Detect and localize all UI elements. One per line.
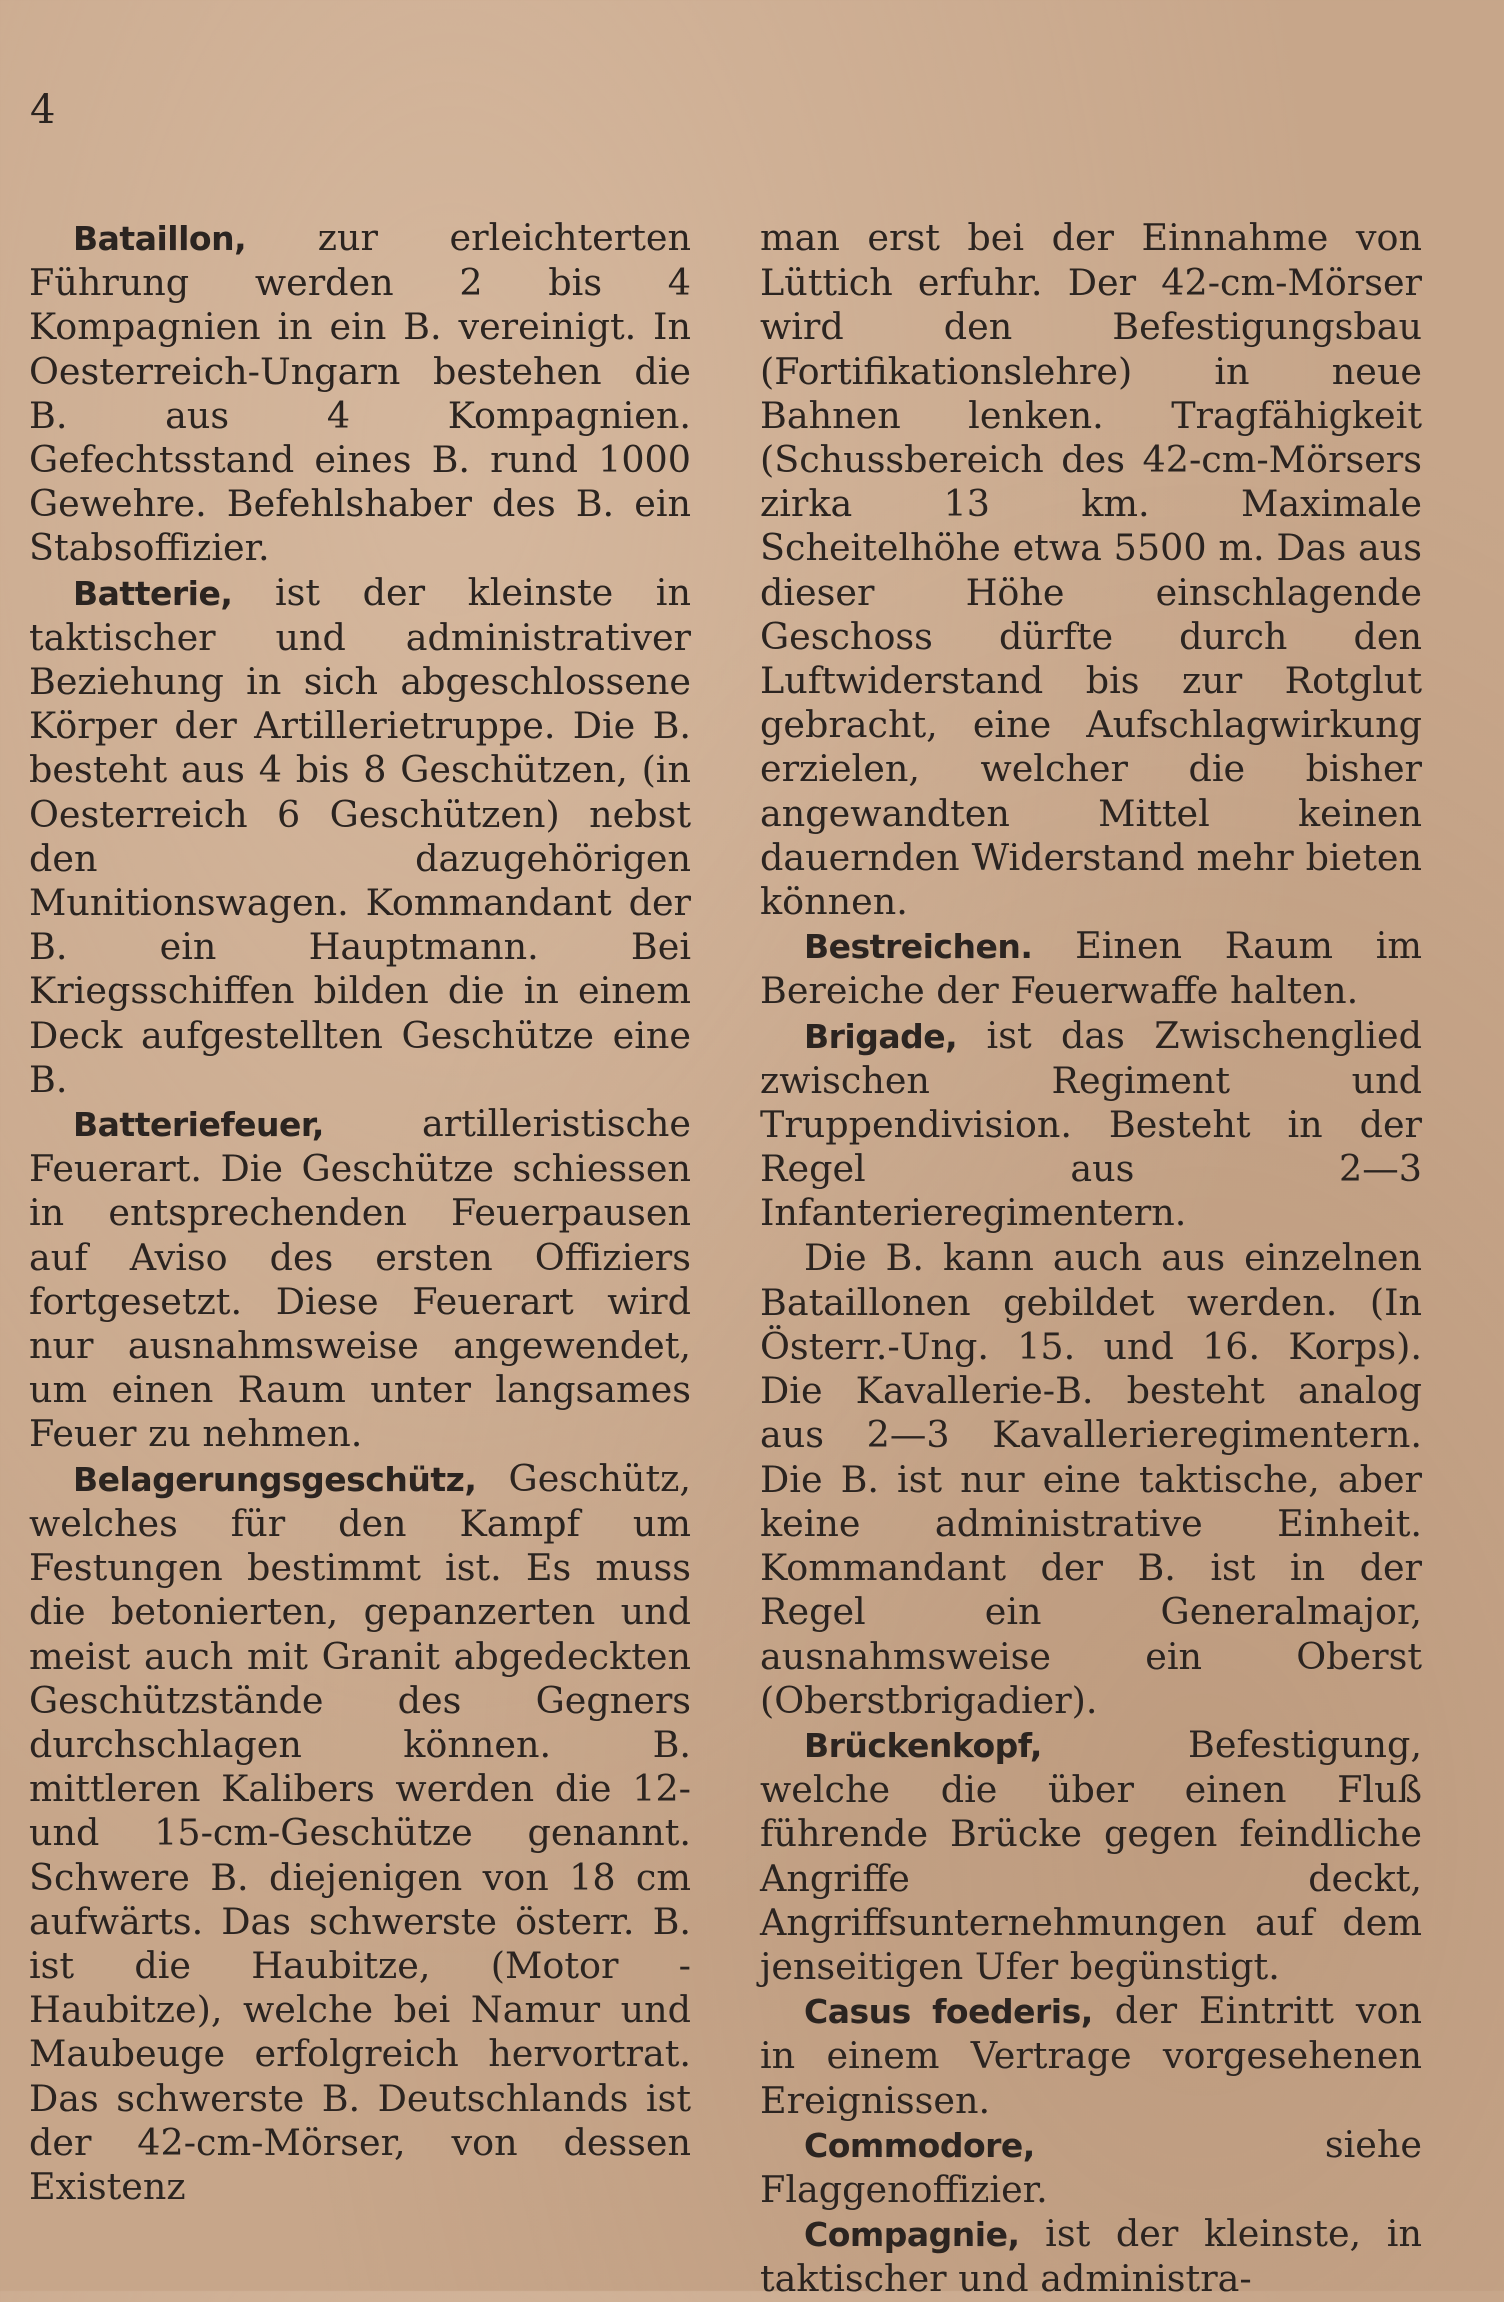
entry-headword: Batterie, xyxy=(73,573,233,613)
entry-text: ist das Zwischenglied zwischen Regiment und Truppendivision. Besteht in der Regel aus 2—3 Infanterieregimentern. xyxy=(760,1013,1422,1235)
entry-bataillon xyxy=(29,216,691,571)
entry-brigade xyxy=(760,1014,1422,1236)
entry-bestreichen xyxy=(760,924,1422,1013)
entry-headword: Bestreichen. xyxy=(804,927,1033,967)
entry-headword: Brückenkopf, xyxy=(804,1725,1042,1765)
entry-headword: Bataillon, xyxy=(73,219,247,258)
entry-commodore xyxy=(760,2123,1422,2212)
page-number: 4 xyxy=(30,87,56,133)
entry-headword: Belagerungsgeschütz, xyxy=(73,1459,477,1499)
entry-belagerungsgeschuetz xyxy=(29,1457,691,2209)
entry-text: Geschütz, welches für den Kampf um Festungen bestimmt ist. Es muss die betonierten, gepanzerten und meist auch mit Granit abgedeckten Geschützstände des Gegners durchschlagen können. B. mittleren Kalibers werden die 12- und 15-cm-Geschütze genannt. Schwere B. diejenigen von 18 cm aufwärts. Das schwerste österr. B. ist die Haubitze, (Motor - Haubitze), welche bei Namur und Maubeuge erfolgreich hervortrat. Das schwerste B. Deutschlands ist der 42-cm-Mörser, von dessen Existenz xyxy=(29,1456,691,2208)
entry-text: Die B. kann auch aus einzelnen Bataillonen gebildet werden. (In Österr.-Ung. 15. und 16. Korps). Die Kavallerie-B. besteht analog aus 2—3 Kavallerieregimentern. Die B. ist nur eine taktische, aber keine administrative Einheit. Kommandant der B. ist in der Regel ein Generalmajor, ausnahmsweise ein Oberst (Oberstbrigadier). xyxy=(760,1235,1422,1722)
entry-text: siehe Flaggenoffizier. xyxy=(760,2122,1422,2211)
entry-headword: Compagnie, xyxy=(804,2215,1020,2255)
entry-brigade-continued xyxy=(760,1236,1422,1723)
entry-compagnie xyxy=(760,2212,1422,2301)
entry-text: Einen Raum im Bereiche der Feuerwaffe halten. xyxy=(760,924,1422,1013)
entry-headword: Commodore, xyxy=(804,2125,1035,2165)
entry-batteriefeuer xyxy=(29,1102,691,1457)
right-column xyxy=(760,216,1422,2302)
entry-continuation xyxy=(760,216,1422,924)
entry-headword: Brigade, xyxy=(804,1016,958,1056)
entry-text: zur erleichterten Führung werden 2 bis 4 Kompagnien in ein B. vereinigt. In Oesterreich-Ungarn bestehen die B. aus 4 Kompagnien. Gefechtsstand eines B. rund 1000 Gewehre. Befehlshaber des B. ein Stabsoffizier. xyxy=(29,216,691,570)
entry-text: man erst bei der Einnahme von Lüttich erfuhr. Der 42-cm-Mörser wird den Befestigungsbau (Fortifikationslehre) in neue Bahnen lenken. Tragfähigkeit (Schussbereich des 42-cm-Mörsers zirka 13 km. Maximale Scheitelhöhe etwa 5500 m. Das aus dieser Höhe einschlagende Geschoss dürfte durch den Luftwiderstand bis zur Rotglut gebracht, eine Aufschlagwirkung erzielen, welcher die bisher angewandten Mittel keinen dauernden Widerstand mehr bieten können. xyxy=(760,216,1422,924)
entry-casus-foederis xyxy=(760,1989,1422,2123)
entry-headword: Batteriefeuer, xyxy=(73,1105,324,1145)
entry-headword: Casus foederis, xyxy=(804,1992,1093,2032)
entry-brueckenkopf xyxy=(760,1723,1422,1989)
entry-text: der Eintritt von in einem Vertrage vorgesehenen Ereignissen. xyxy=(760,1989,1422,2122)
entry-text: artilleristische Feuerart. Die Geschütze schiessen in entsprechenden Feuerpausen auf Aviso des ersten Offiziers fortgesetzt. Diese Feuerart wird nur ausnahmsweise angewendet, um einen Raum unter langsames Feuer zu nehmen. xyxy=(29,1102,691,1456)
entry-text: ist der kleinste in taktischer und administrativer Beziehung in sich abgeschlossene Körper der Artillerietruppe. Die B. besteht aus 4 bis 8 Geschützen, (in Oesterreich 6 Geschützen) nebst den dazugehörigen Munitionswagen. Kommandant der B. ein Hauptmann. Bei Kriegsschiffen bilden die in einem Deck aufgestellten Geschütze eine B. xyxy=(29,570,691,1101)
entry-text: ist der kleinste, in taktischer und administra- xyxy=(760,2212,1422,2301)
entry-text: Befestigung, welche die über einen Fluß führende Brücke gegen feindliche Angriffe deckt, Angriffsunternehmungen auf dem jenseitigen Ufer begünstigt. xyxy=(760,1722,1422,1988)
left-column xyxy=(29,216,691,2209)
entry-batterie xyxy=(29,571,691,1102)
